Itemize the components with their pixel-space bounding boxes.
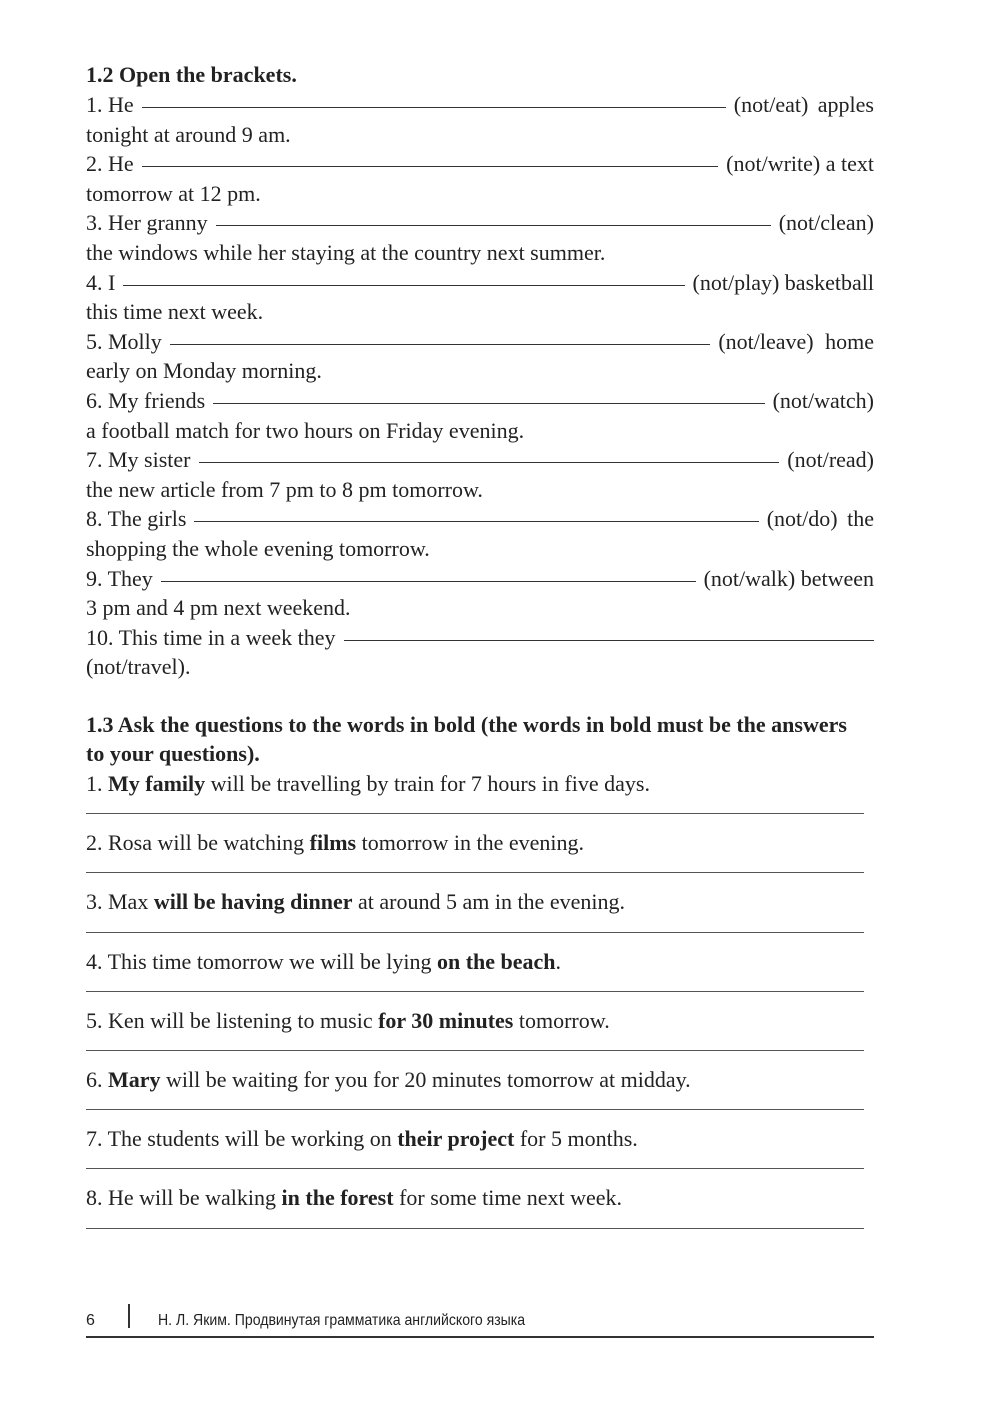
bold-answer: will be having dinner bbox=[153, 889, 353, 915]
question-text: . bbox=[555, 948, 562, 974]
exercise-item bbox=[86, 268, 874, 298]
question-text: for 5 months. bbox=[514, 1126, 638, 1152]
answer-blank[interactable] bbox=[170, 344, 711, 345]
question-text: 3. Max bbox=[86, 889, 154, 915]
section-1-2-title: 1.2 Open the brackets. bbox=[86, 62, 297, 87]
exercise-item bbox=[86, 208, 874, 238]
section-1-3-items bbox=[86, 769, 874, 1229]
bold-answer: in the forest bbox=[281, 1185, 394, 1211]
item-prefix: 8. The girls bbox=[86, 506, 187, 532]
exercise-item bbox=[86, 386, 874, 416]
section-1-3-title bbox=[86, 710, 874, 769]
item-continuation: the windows while her staying at the country next summer. bbox=[86, 239, 606, 265]
question-text: will be travelling by train for 7 hours in five days. bbox=[205, 771, 650, 797]
item-continuation: this time next week. bbox=[86, 299, 264, 325]
exercise-item bbox=[86, 327, 874, 357]
section-1-3-title-line1: 1.3 Ask the questions to the words in bold (the words in bold must be the answers bbox=[86, 711, 847, 737]
answer-blank[interactable] bbox=[194, 521, 758, 522]
bold-answer: My family bbox=[108, 771, 206, 797]
book-title: Н. Л. Яким. Продвинутая грамматика английского языка bbox=[158, 1312, 526, 1329]
item-prefix: 9. They bbox=[86, 565, 153, 591]
item-continuation: early on Monday morning. bbox=[86, 358, 322, 384]
bold-answer: films bbox=[309, 830, 357, 856]
question-text: 2. Rosa will be watching bbox=[86, 830, 310, 856]
item-continuation: the new article from 7 pm to 8 pm tomorrow. bbox=[86, 476, 483, 502]
page-number: 6 bbox=[86, 1312, 95, 1329]
question-text: 6. bbox=[86, 1067, 108, 1092]
item-hint: (not/leave) home bbox=[718, 328, 874, 354]
item-prefix: 6. My friends bbox=[86, 387, 206, 413]
page-footer bbox=[86, 1300, 874, 1338]
bold-answer: for 30 minutes bbox=[378, 1007, 514, 1033]
exercise-item bbox=[86, 504, 874, 534]
item-continuation: 3 pm and 4 pm next weekend. bbox=[86, 595, 351, 621]
question-text: at around 5 am in the evening. bbox=[352, 889, 625, 915]
question-text: 4. This time tomorrow we will be lying bbox=[86, 948, 437, 974]
bold-answer: on the beach bbox=[436, 948, 556, 974]
item-hint: (not/read) bbox=[787, 447, 874, 473]
question-text: tomorrow. bbox=[513, 1007, 610, 1033]
answer-blank[interactable] bbox=[142, 107, 726, 108]
footer-divider bbox=[128, 1304, 130, 1328]
item-prefix: 7. My sister bbox=[86, 447, 191, 473]
question-text: 7. The students will be working on bbox=[86, 1126, 398, 1152]
item-continuation: (not/travel). bbox=[86, 654, 191, 680]
section-1-3-title-line2: to your questions). bbox=[86, 741, 260, 767]
item-hint: (not/do) the bbox=[766, 506, 874, 532]
item-hint: (not/walk) between bbox=[703, 565, 874, 591]
question-text: for some time next week. bbox=[393, 1185, 623, 1211]
item-prefix: 2. He bbox=[86, 151, 134, 177]
question-text: 1. bbox=[86, 771, 108, 797]
exercise-item bbox=[86, 90, 874, 120]
item-hint: (not/eat) apples bbox=[733, 92, 874, 117]
exercise-item bbox=[86, 445, 874, 475]
item-hint: (not/play) basketball bbox=[692, 269, 874, 295]
item-prefix: 4. I bbox=[86, 269, 116, 295]
question-text: 5. Ken will be listening to music bbox=[86, 1007, 379, 1033]
answer-blank[interactable] bbox=[123, 285, 684, 286]
bold-answer: their project bbox=[397, 1126, 515, 1152]
item-hint: (not/watch) bbox=[772, 387, 874, 413]
question-text: 8. He will be walking bbox=[86, 1185, 282, 1211]
section-1-2-items bbox=[86, 90, 874, 682]
item-prefix: 10. This time in a week they bbox=[86, 624, 336, 650]
item-hint: (not/write) a text bbox=[726, 151, 874, 177]
item-continuation: tonight at around 9 am. bbox=[86, 121, 291, 147]
exercise-item bbox=[86, 623, 874, 653]
item-continuation: tomorrow at 12 pm. bbox=[86, 180, 261, 206]
bold-answer: Mary bbox=[108, 1067, 161, 1092]
answer-blank[interactable] bbox=[213, 403, 764, 404]
question-text: will be waiting for you for 20 minutes tomorrow at midday. bbox=[160, 1067, 691, 1092]
item-prefix: 1. He bbox=[86, 92, 134, 117]
worksheet-page bbox=[86, 60, 874, 1243]
answer-blank[interactable] bbox=[161, 581, 696, 582]
answer-blank[interactable] bbox=[142, 166, 719, 167]
item-hint: (not/clean) bbox=[778, 210, 874, 236]
answer-blank[interactable] bbox=[199, 462, 780, 463]
exercise-item bbox=[86, 149, 874, 179]
answer-blank[interactable] bbox=[344, 640, 875, 641]
exercise-item bbox=[86, 564, 874, 594]
item-prefix: 3. Her granny bbox=[86, 210, 208, 236]
item-continuation: a football match for two hours on Friday evening. bbox=[86, 417, 525, 443]
answer-blank[interactable] bbox=[216, 225, 771, 226]
question-text: tomorrow in the evening. bbox=[356, 830, 584, 856]
item-continuation: shopping the whole evening tomorrow. bbox=[86, 535, 430, 561]
item-prefix: 5. Molly bbox=[86, 328, 162, 354]
